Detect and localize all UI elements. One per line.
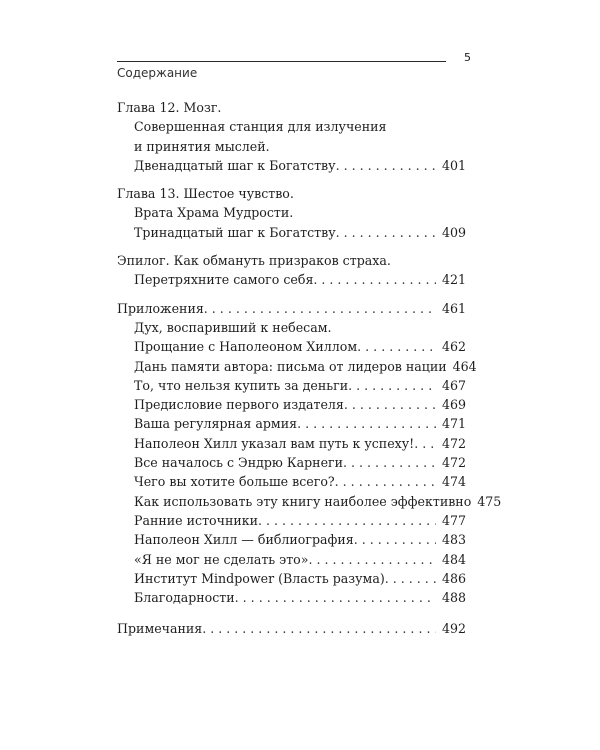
toc-line-title: Ваша регулярная армия: [134, 416, 298, 432]
toc-line: [117, 619, 466, 638]
dot-leader: [297, 414, 436, 433]
toc-line-title: Дух, воспаривший к небесам.: [134, 319, 332, 335]
toc-line-title: Как использовать эту книгу наиболее эффективно: [134, 493, 472, 509]
toc-page-number: 467: [441, 377, 466, 393]
toc-page-number: 421: [441, 272, 466, 288]
dot-leader: [344, 395, 436, 414]
toc-line-title: Двенадцатый шаг к Богатству: [134, 157, 336, 173]
toc-page-number: 484: [441, 551, 466, 567]
toc-line: [117, 299, 466, 318]
dot-leader: [235, 588, 436, 607]
toc-line-title: Чего вы хотите больше всего?: [134, 474, 335, 490]
table-of-contents: [117, 98, 502, 639]
chapter-subtitle: Совершенная станция для излучения: [134, 119, 387, 135]
toc-line-title: Наполеон Хилл — библиография: [134, 532, 354, 548]
toc-line-title: Приложения: [117, 300, 204, 316]
toc-item[interactable]: [117, 492, 502, 511]
toc-item[interactable]: [117, 511, 466, 530]
dot-leader: [258, 511, 436, 530]
dot-leader: [313, 270, 436, 289]
toc-item[interactable]: [117, 376, 466, 395]
toc-page-number: 475: [477, 493, 502, 509]
chapter-title: Глава 12. Мозг.: [117, 100, 222, 115]
toc-line-title: Примечания: [117, 621, 203, 637]
chapter-title: Эпилог. Как обмануть призраков страха.: [117, 253, 391, 269]
dot-leader: [308, 550, 435, 569]
dot-leader: [348, 376, 436, 395]
toc-item[interactable]: [117, 569, 466, 588]
toc-line-title: То, что нельзя купить за деньги: [134, 377, 349, 393]
toc-line-title: Ранние источники: [134, 512, 258, 528]
toc-page-number: 461: [441, 300, 466, 316]
toc-entry-chapter-13[interactable]: [117, 184, 466, 242]
toc-item[interactable]: [117, 550, 466, 569]
dot-leader: [335, 472, 436, 491]
dot-leader: [357, 337, 436, 356]
toc-item[interactable]: [117, 395, 466, 414]
toc-page-number: 401: [441, 157, 466, 173]
toc-line-title: Все началось с Эндрю Карнеги: [134, 455, 344, 471]
header-rule: [117, 61, 446, 62]
toc-page-number: 492: [441, 621, 466, 637]
dot-leader: [414, 434, 436, 453]
toc-item[interactable]: [117, 414, 466, 433]
toc-entry-epilogue[interactable]: [117, 251, 466, 290]
toc-page-number: 464: [452, 358, 477, 374]
toc-page-number: 474: [441, 474, 466, 490]
dot-leader: [202, 619, 436, 638]
toc-item[interactable]: [117, 357, 477, 376]
toc-page-number: 472: [441, 435, 466, 451]
toc-line-title: Наполеон Хилл указал вам путь к успеху!: [134, 435, 415, 451]
toc-line-title: Благодарности: [134, 590, 235, 606]
running-head: Содержание: [117, 66, 198, 80]
toc-line: [117, 223, 466, 242]
chapter-subtitle: и принятия мыслей.: [134, 138, 270, 154]
toc-page-number: 462: [441, 339, 466, 355]
toc-line: [117, 156, 466, 175]
toc-page-number: 483: [441, 532, 466, 548]
dot-leader: [336, 156, 436, 175]
toc-entry-appendix[interactable]: [117, 299, 502, 608]
toc-item[interactable]: [117, 588, 466, 607]
chapter-subtitle: Врата Храма Мудрости.: [134, 205, 294, 221]
toc-line: [117, 270, 466, 289]
toc-line-title: Предисловие первого издателя: [134, 397, 344, 413]
toc-page-number: 472: [441, 455, 466, 471]
toc-page-number: 471: [441, 416, 466, 432]
toc-line-title: Перетряхните самого себя: [134, 272, 314, 288]
toc-page-number: 486: [441, 570, 466, 586]
dot-leader: [204, 299, 436, 318]
dot-leader: [354, 530, 436, 549]
toc-line-title: «Я не мог не сделать это»: [134, 551, 309, 567]
toc-page-number: 477: [441, 512, 466, 528]
dot-leader: [336, 223, 436, 242]
dot-leader: [343, 453, 436, 472]
toc-item[interactable]: [117, 453, 466, 472]
toc-item[interactable]: [117, 472, 466, 491]
toc-line-title: Институт Mindpower (Власть разума): [134, 570, 385, 586]
toc-page-number: 409: [441, 224, 466, 240]
toc-line-title: Дань памяти автора: письма от лидеров нации: [134, 358, 447, 374]
chapter-title: Глава 13. Шестое чувство.: [117, 186, 294, 202]
toc-line-title: Прощание с Наполеоном Хиллом: [134, 339, 358, 355]
toc-item[interactable]: [117, 530, 466, 549]
toc-page-number: 469: [441, 397, 466, 413]
page-number: 5: [464, 51, 471, 64]
toc-item[interactable]: [117, 337, 466, 356]
dot-leader: [385, 569, 436, 588]
toc-line-title: Тринадцатый шаг к Богатству: [134, 224, 336, 240]
toc-page-number: 488: [441, 590, 466, 606]
toc-entry-notes[interactable]: [117, 619, 466, 638]
toc-item[interactable]: [117, 434, 466, 453]
toc-entry-chapter-12[interactable]: [117, 98, 466, 175]
